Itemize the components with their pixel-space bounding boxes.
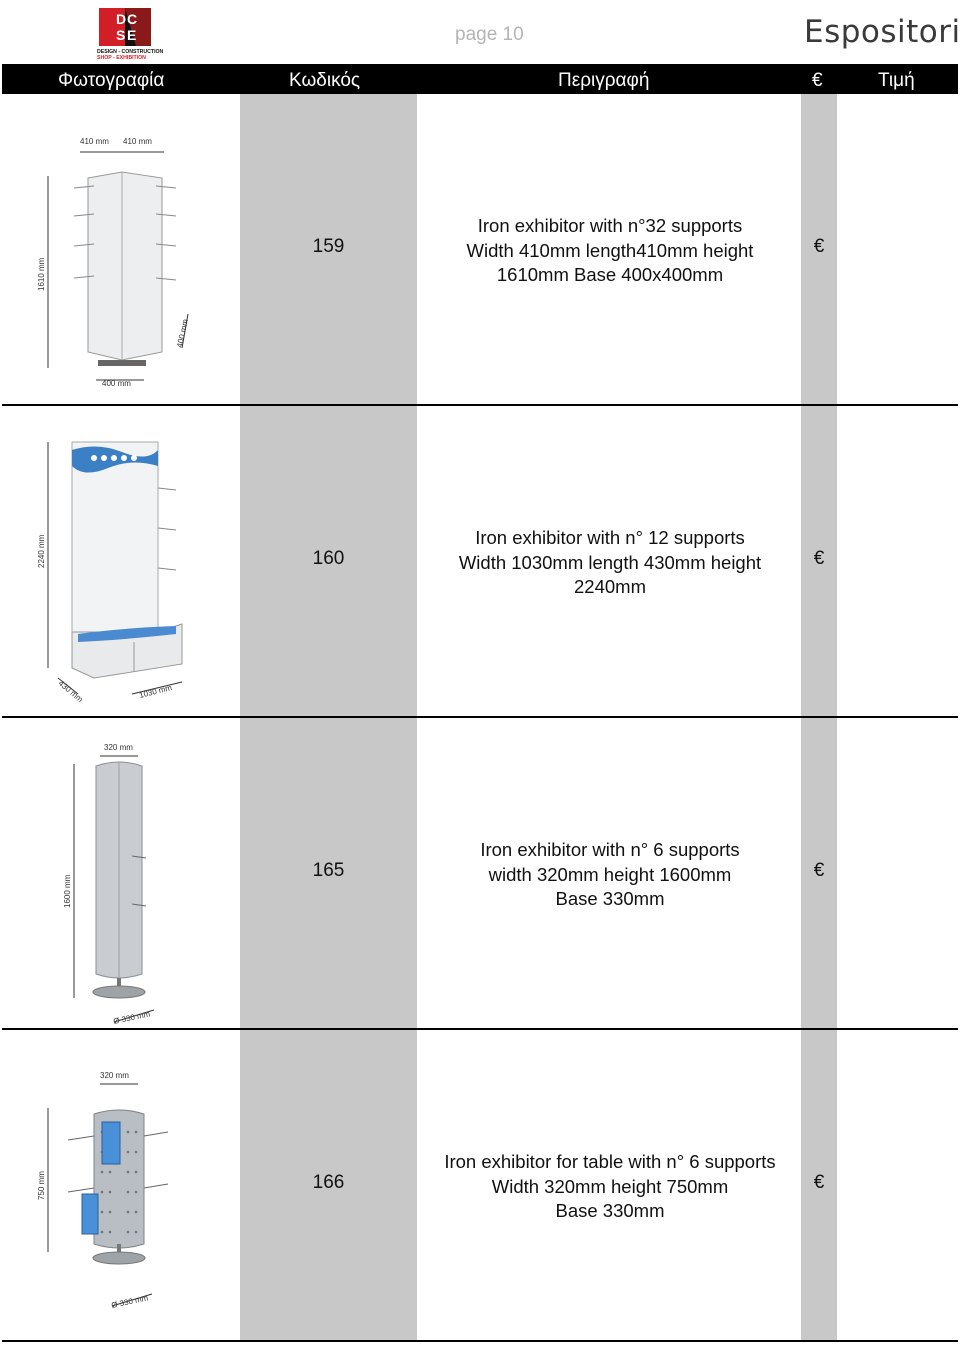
svg-text:E: E [127, 27, 137, 43]
svg-text:410 mm: 410 mm [123, 137, 152, 146]
svg-text:1610 mm: 1610 mm [37, 257, 46, 291]
column-price: Τιμή [878, 70, 915, 91]
svg-text:Ø 330 mm: Ø 330 mm [110, 1293, 149, 1310]
currency-symbol: € [813, 236, 825, 257]
svg-text:D: D [116, 11, 127, 27]
column-currency: € [812, 70, 823, 91]
page-number: page 10 [455, 24, 524, 45]
svg-text:Ø 330 mm: Ø 330 mm [112, 1009, 151, 1026]
svg-text:C: C [127, 11, 138, 27]
product-description: Iron exhibitor with n° 6 supports width 320mm height 1600mm Base 330mm [480, 839, 740, 909]
svg-text:DESIGN - CONSTRUCTION: DESIGN - CONSTRUCTION [97, 49, 164, 55]
currency-symbol: € [813, 1172, 825, 1193]
product-image-159 [22, 116, 222, 386]
svg-text:750 mm: 750 mm [37, 1171, 46, 1200]
column-code: Κωδικός [289, 70, 361, 91]
product-image-165 [22, 740, 222, 1026]
svg-text:430 mm: 430 mm [56, 678, 85, 705]
currency-symbol: € [813, 860, 825, 881]
svg-text:320 mm: 320 mm [104, 743, 133, 752]
product-row [0, 406, 960, 718]
column-description: Περιγραφή [558, 70, 650, 91]
currency-symbol: € [813, 548, 825, 569]
svg-text:SHOP - EXHIBITION: SHOP - EXHIBITION [97, 55, 146, 61]
product-row [0, 94, 960, 406]
product-description: Iron exhibitor for table with n° 6 supports Width 320mm height 750mm Base 330mm [444, 1151, 776, 1221]
product-description: Iron exhibitor with n° 12 supports Width 1030mm length 430mm height 2240mm [458, 527, 762, 597]
svg-text:400 mm: 400 mm [102, 379, 131, 388]
product-image-166 [22, 1052, 222, 1322]
brand-title: Espositori [804, 14, 961, 50]
product-row [0, 1030, 960, 1342]
column-photo: Φωτογραφία [58, 70, 165, 91]
column-header-bar [2, 64, 958, 94]
product-image-160 [22, 428, 222, 705]
svg-text:S: S [116, 27, 126, 43]
page-header [0, 0, 960, 64]
product-code: 159 [312, 236, 345, 257]
svg-text:1600 mm: 1600 mm [63, 874, 72, 908]
svg-text:400 mm: 400 mm [175, 318, 190, 349]
product-code: 160 [312, 548, 345, 569]
product-code: 166 [312, 1172, 345, 1193]
svg-text:1030 mm: 1030 mm [138, 683, 173, 700]
product-description: Iron exhibitor with n°32 supports Width 410mm length410mm height 1610mm Base 400x400mm [466, 215, 754, 285]
product-row [0, 718, 960, 1030]
svg-text:2240 mm: 2240 mm [37, 534, 46, 568]
product-code: 165 [312, 860, 345, 881]
dcse-logo [96, 6, 164, 61]
svg-text:320 mm: 320 mm [100, 1071, 129, 1080]
svg-text:410 mm: 410 mm [80, 137, 109, 146]
row-divider [2, 1340, 958, 1342]
